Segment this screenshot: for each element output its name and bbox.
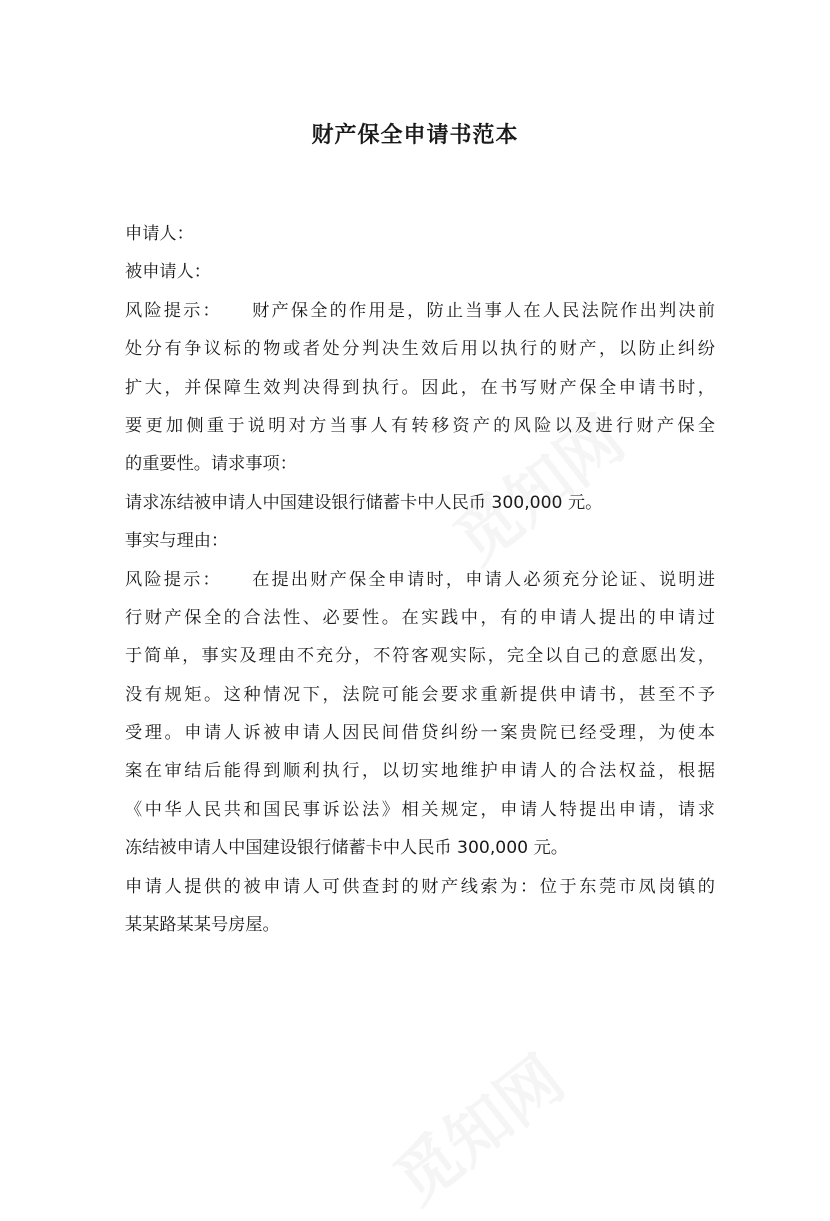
paragraph-line: 于简单，事实及理由不充分，不符客观实际，完全以自己的意愿出发， — [125, 646, 715, 667]
document-title: 财产保全申请书范本 — [311, 123, 519, 148]
paragraph-line: 扩大，并保障生效判决得到执行。因此，在书写财产保全申请书时， — [125, 377, 715, 398]
paragraph-line: 的重要性。请求事项： — [125, 454, 297, 475]
risk-note-text: 在提出财产保全申请时，申请人必须充分论证、说明进 — [249, 569, 715, 590]
risk-note-text: 财产保全的作用是，防止当事人在人民法院作出判决前 — [249, 300, 715, 321]
paragraph-line: 处分有争议标的物或者处分判决生效后用以执行的财产，以防止纠纷 — [125, 339, 715, 360]
document-body — [125, 215, 715, 944]
risk-note-label: 风险提示： — [125, 300, 222, 321]
property-clue-line: 某某路某某号房屋。 — [125, 915, 280, 936]
paragraph-line: 受理。申请人诉被申请人因民间借贷纠纷一案贵院已经受理，为使本 — [125, 723, 715, 744]
applicant-line: 申请人： — [125, 224, 194, 244]
facts-reasons-heading: 事实与理由： — [125, 531, 229, 552]
paragraph-line: 冻结被申请人中国建设银行储蓄卡中人民币 300,000 元。 — [125, 838, 568, 859]
paragraph-line: 没有规矩。这种情况下，法院可能会要求重新提供申请书，甚至不予 — [125, 684, 715, 705]
risk-note-label: 风险提示： — [125, 569, 222, 590]
paragraph-line: 《中华人民共和国民事诉讼法》相关规定，申请人特提出申请，请求 — [125, 799, 715, 820]
request-item-line: 请求冻结被申请人中国建设银行储蓄卡中人民币 300,000 元。 — [125, 492, 603, 513]
paragraph-line: 行财产保全的合法性、必要性。在实践中，有的申请人提出的申请过 — [125, 607, 715, 628]
paragraph-line: 案在审结后能得到顺利执行，以切实地维护申请人的合法权益，根据 — [125, 761, 715, 782]
watermark — [372, 1031, 580, 1221]
respondent-line: 被申请人： — [125, 262, 211, 283]
property-clue-line: 申请人提供的被申请人可供查封的财产线索为：位于东莞市凤岗镇的 — [125, 876, 715, 897]
risk-note-paragraph-line — [125, 292, 715, 330]
paragraph-line: 要更加侧重于说明对方当事人有转移资产的风险以及进行财产保全 — [125, 415, 715, 436]
risk-note-paragraph-line — [125, 561, 715, 599]
